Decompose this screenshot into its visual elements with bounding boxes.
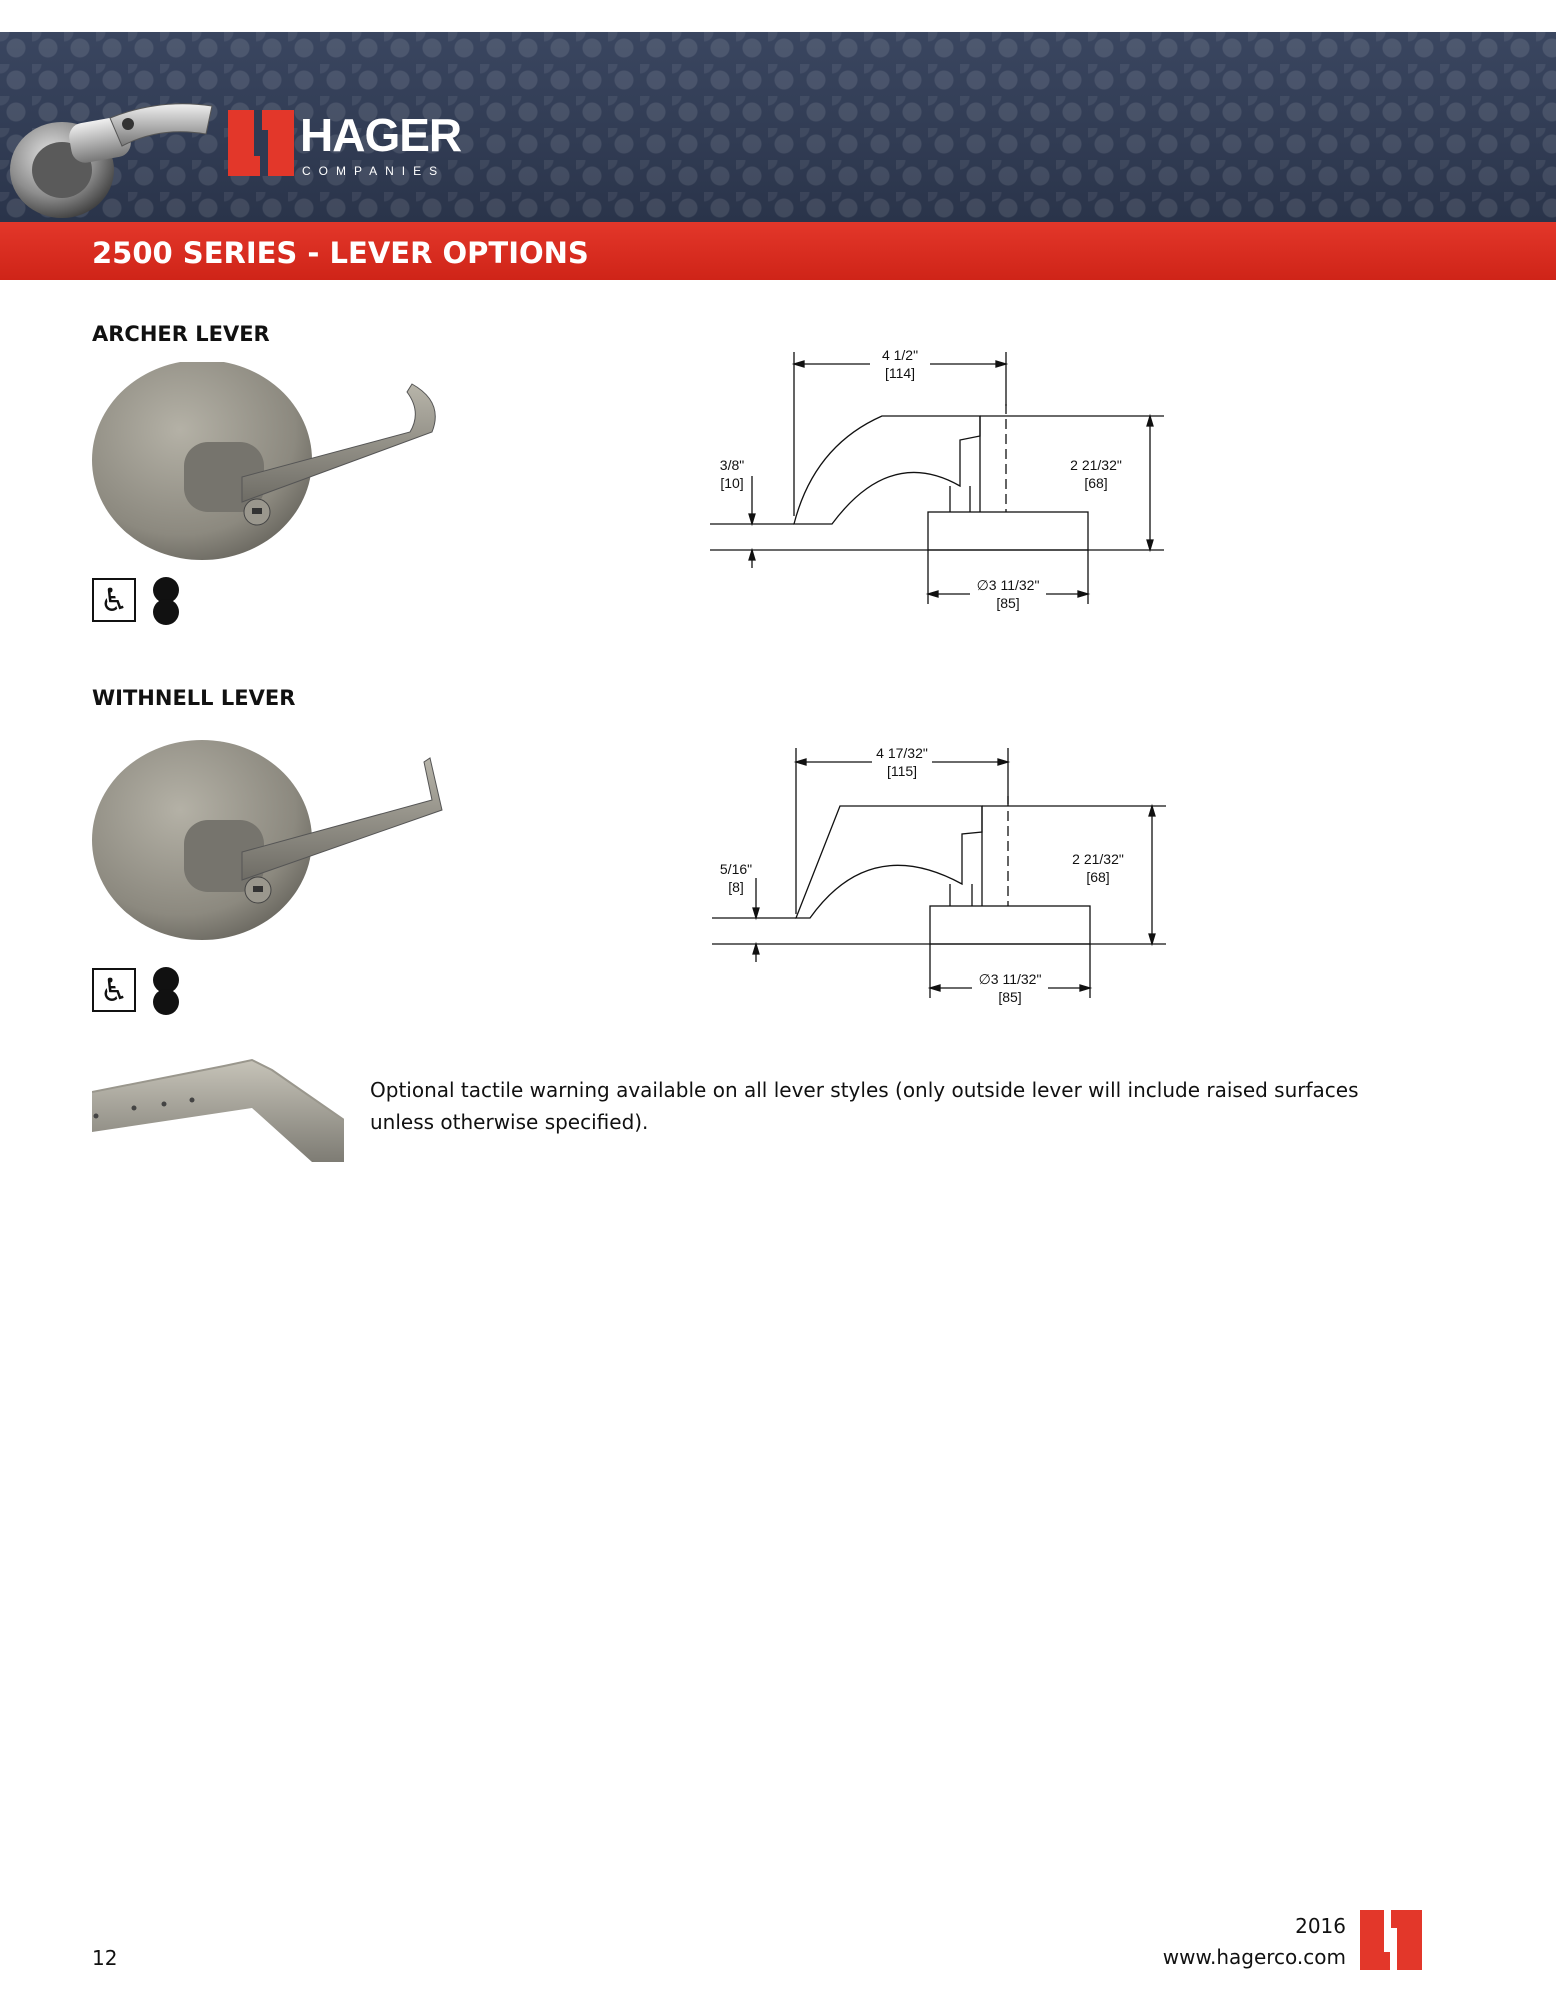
archer-height-dim: 2 21/32" <box>1070 457 1122 473</box>
archer-offset-mm: [10] <box>720 475 744 491</box>
page-title: 2500 SERIES - LEVER OPTIONS <box>92 236 589 270</box>
page-number: 12 <box>92 1946 118 1970</box>
withnell-rose-dim: ∅3 11/32" <box>978 971 1042 987</box>
withnell-width-dim: 4 17/32" <box>876 745 928 761</box>
brand-name: HAGER <box>300 109 462 161</box>
withnell-width-mm: [115] <box>886 763 918 779</box>
archer-rose-mm: [85] <box>996 595 1020 611</box>
archer-dimension-drawing <box>680 336 1180 616</box>
footer-logo-icon <box>1360 1910 1422 1970</box>
withnell-lever-image <box>92 740 472 948</box>
withnell-height-dim: 2 21/32" <box>1072 851 1124 867</box>
archer-width-dim: 4 1/2" <box>881 347 919 363</box>
archer-offset-dim: 3/8" <box>719 457 745 473</box>
archer-height-mm: [68] <box>1084 475 1108 491</box>
withnell-dimension-drawing <box>680 734 1180 1014</box>
tactile-lever-image <box>92 1050 344 1162</box>
archer-lever-heading: ARCHER LEVER <box>92 322 270 346</box>
archer-width-mm: [114] <box>884 365 916 381</box>
archer-lever-image <box>92 362 472 570</box>
withnell-lever-heading: WITHNELL LEVER <box>92 686 296 710</box>
tactile-warning-icon <box>151 966 181 1016</box>
footer-year: 2016 <box>1295 1914 1346 1938</box>
hager-logo-icon <box>228 110 294 176</box>
wheelchair-accessible-icon: ♿ <box>92 578 136 622</box>
tactile-warning-icon <box>151 576 181 626</box>
withnell-height-mm: [68] <box>1086 869 1110 885</box>
header-lever-image <box>0 90 230 230</box>
brand-subtitle: COMPANIES <box>302 164 446 178</box>
withnell-rose-mm: [85] <box>998 989 1022 1005</box>
archer-rose-dim: ∅3 11/32" <box>976 577 1040 593</box>
withnell-offset-mm: [8] <box>728 879 744 895</box>
tactile-warning-text: Optional tactile warning available on all lever styles (only outside lever will include raised surfaces unless otherwise specified). <box>370 1078 1359 1134</box>
wheelchair-accessible-icon: ♿ <box>92 968 136 1012</box>
withnell-offset-dim: 5/16" <box>719 861 753 877</box>
footer-url[interactable]: www.hagerco.com <box>1162 1945 1346 1969</box>
